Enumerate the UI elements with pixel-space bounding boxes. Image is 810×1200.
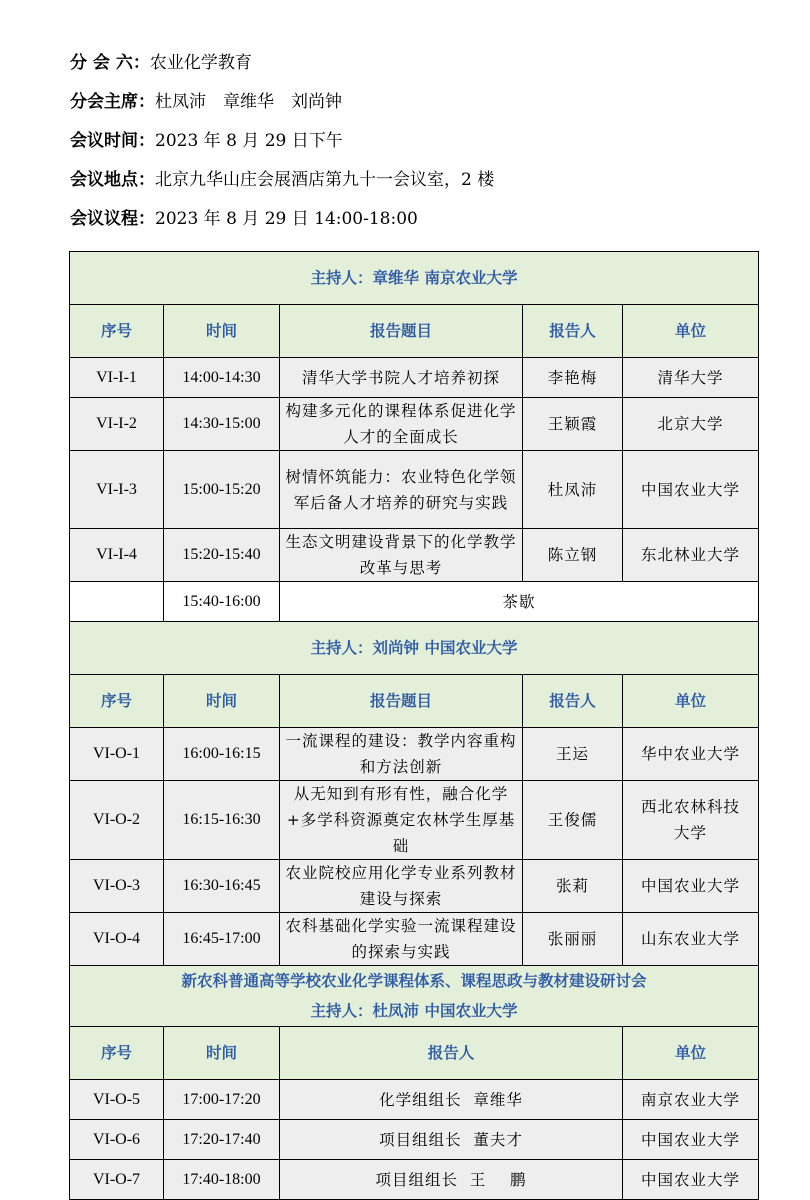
- break-row: [70, 582, 759, 622]
- row-speaker: 王运: [523, 728, 623, 781]
- row-time: 15:00-15:20: [164, 451, 280, 529]
- row-code: VI-O-5: [70, 1080, 164, 1120]
- row-code: VI-O-3: [70, 860, 164, 913]
- chairs-label: 分会主席：: [70, 92, 155, 112]
- schedule-table: [69, 251, 759, 1200]
- session-label: 分 会 六：: [70, 53, 150, 73]
- row-time: 16:30-16:45: [164, 860, 280, 913]
- table-row: [70, 1160, 759, 1200]
- row-time: 16:15-16:30: [164, 781, 280, 860]
- row-speaker: 化学组组长 章维华: [280, 1080, 623, 1120]
- row-unit: 东北林业大学: [623, 529, 759, 582]
- agenda-label: 会议议程：: [70, 209, 155, 229]
- place-value: 北京九华山庄会展酒店第九十一会议室，2 楼: [155, 170, 495, 190]
- row-unit: 西北农林科技大学: [623, 781, 759, 860]
- break-time: 15:40-16:00: [164, 582, 280, 622]
- row-code: VI-O-2: [70, 781, 164, 860]
- row-topic: 清华大学书院人才培养初探: [280, 358, 523, 398]
- table-row: [70, 451, 759, 529]
- table-row: [70, 398, 759, 451]
- row-topic: 农科基础化学实验一流课程建设的探索与实践: [280, 913, 523, 966]
- row-topic: 从无知到有形有性，融合化学+多学科资源奠定农林学生厚基础: [280, 781, 523, 860]
- section2-header-row: [70, 675, 759, 728]
- row-code: VI-I-3: [70, 451, 164, 529]
- row-unit: 北京大学: [623, 398, 759, 451]
- section3-host-row: [70, 966, 759, 1027]
- section3-host: 主持人：杜凤沛 中国农业大学: [310, 1002, 518, 1020]
- header-no: 序号: [70, 675, 164, 728]
- header-topic: 报告题目: [280, 305, 523, 358]
- row-time: 15:20-15:40: [164, 529, 280, 582]
- header-unit: 单位: [623, 1027, 759, 1080]
- place-line: [70, 168, 494, 192]
- section1-host-row: [70, 252, 759, 305]
- header-speaker: 报告人: [523, 675, 623, 728]
- chairs-line: [70, 90, 342, 114]
- row-time: 17:00-17:20: [164, 1080, 280, 1120]
- section3-header-row: [70, 1027, 759, 1080]
- row-time: 17:20-17:40: [164, 1120, 280, 1160]
- row-topic: 农业院校应用化学专业系列教材建设与探索: [280, 860, 523, 913]
- row-speaker: 王颖霞: [523, 398, 623, 451]
- row-time: 14:00-14:30: [164, 358, 280, 398]
- row-code: VI-O-7: [70, 1160, 164, 1200]
- agenda-line: [70, 207, 418, 231]
- row-unit: 中国农业大学: [623, 1120, 759, 1160]
- header-no: 序号: [70, 305, 164, 358]
- row-unit: 南京农业大学: [623, 1080, 759, 1120]
- row-speaker: 王俊儒: [523, 781, 623, 860]
- header-time: 时间: [164, 675, 280, 728]
- row-unit: 山东农业大学: [623, 913, 759, 966]
- row-unit: 华中农业大学: [623, 728, 759, 781]
- row-unit: 中国农业大学: [623, 860, 759, 913]
- chairs-value: 杜凤沛 章维华 刘尚钟: [155, 92, 342, 112]
- table-row: [70, 1120, 759, 1160]
- header-unit: 单位: [623, 305, 759, 358]
- row-time: 16:00-16:15: [164, 728, 280, 781]
- row-code: VI-O-4: [70, 913, 164, 966]
- row-time: 14:30-15:00: [164, 398, 280, 451]
- row-code: VI-O-6: [70, 1120, 164, 1160]
- break-label: 茶歇: [280, 582, 759, 622]
- table-row: [70, 728, 759, 781]
- time-value: 2023 年 8 月 29 日下午: [155, 131, 343, 151]
- time-line: [70, 129, 343, 153]
- header-speaker: 报告人: [280, 1027, 623, 1080]
- row-speaker: 张莉: [523, 860, 623, 913]
- row-speaker: 杜凤沛: [523, 451, 623, 529]
- row-topic: 一流课程的建设：教学内容重构和方法创新: [280, 728, 523, 781]
- row-speaker: 张丽丽: [523, 913, 623, 966]
- table-row: [70, 1080, 759, 1120]
- row-code: VI-I-1: [70, 358, 164, 398]
- header-time: 时间: [164, 1027, 280, 1080]
- row-code: VI-I-2: [70, 398, 164, 451]
- table-row: [70, 529, 759, 582]
- section3-title: 新农科普通高等学校农业化学课程体系、课程思政与教材建设研讨会: [181, 972, 647, 990]
- place-label: 会议地点：: [70, 170, 155, 190]
- table-row: [70, 358, 759, 398]
- table-row: [70, 781, 759, 860]
- session-value: 农业化学教育: [149, 53, 252, 73]
- section1-header-row: [70, 305, 759, 358]
- time-label: 会议时间：: [70, 131, 155, 151]
- header-no: 序号: [70, 1027, 164, 1080]
- row-unit: 中国农业大学: [623, 451, 759, 529]
- row-unit: 中国农业大学: [623, 1160, 759, 1200]
- row-speaker: 项目组组长 王 鹏: [280, 1160, 623, 1200]
- row-speaker: 陈立钢: [523, 529, 623, 582]
- table-row: [70, 860, 759, 913]
- header-speaker: 报告人: [523, 305, 623, 358]
- section1-host: 主持人：章维华 南京农业大学: [70, 252, 759, 305]
- header-unit: 单位: [623, 675, 759, 728]
- section2-host-row: [70, 622, 759, 675]
- section2-host: 主持人：刘尚钟 中国农业大学: [70, 622, 759, 675]
- row-code: VI-I-4: [70, 529, 164, 582]
- row-speaker: 项目组组长 董夫才: [280, 1120, 623, 1160]
- session-line: [70, 51, 252, 75]
- row-code: VI-O-1: [70, 728, 164, 781]
- row-time: 16:45-17:00: [164, 913, 280, 966]
- header-topic: 报告题目: [280, 675, 523, 728]
- row-time: 17:40-18:00: [164, 1160, 280, 1200]
- row-topic: 构建多元化的课程体系促进化学人才的全面成长: [280, 398, 523, 451]
- agenda-value: 2023 年 8 月 29 日 14:00-18:00: [155, 209, 418, 229]
- break-empty-cell: [70, 582, 164, 622]
- row-speaker: 李艳梅: [523, 358, 623, 398]
- header-time: 时间: [164, 305, 280, 358]
- row-unit: 清华大学: [623, 358, 759, 398]
- section3-host-cell: [70, 966, 759, 1027]
- row-topic: 树情怀筑能力：农业特色化学领军后备人才培养的研究与实践: [280, 451, 523, 529]
- row-topic: 生态文明建设背景下的化学教学改革与思考: [280, 529, 523, 582]
- table-row: [70, 913, 759, 966]
